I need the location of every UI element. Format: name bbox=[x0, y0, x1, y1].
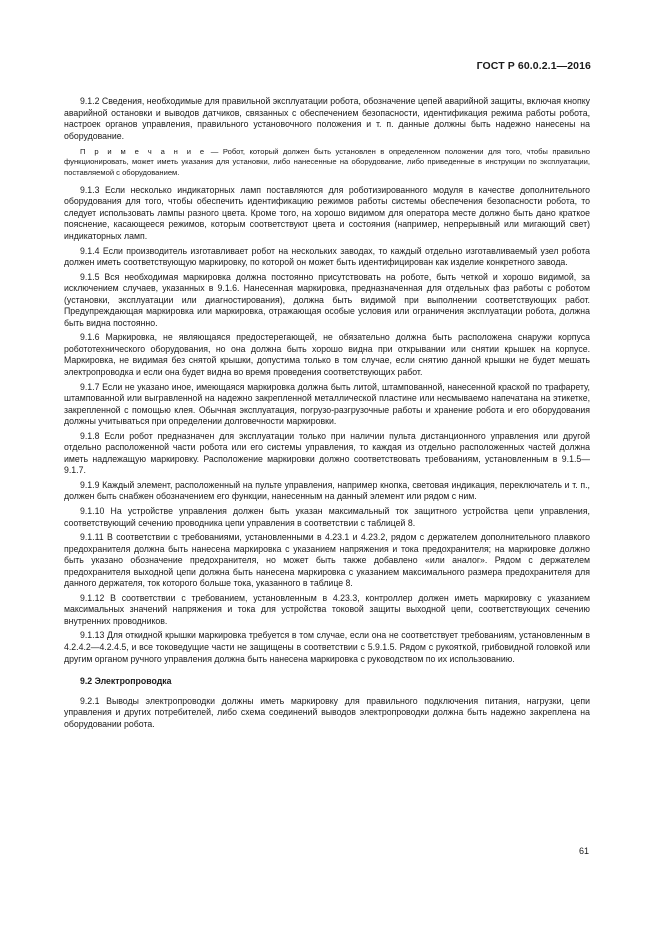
paragraph-9-1-6: 9.1.6 Маркировка, не являющаяся предостерегающей, не обязательно должна быть расположена снаружи корпуса робототехнического оборудования, но она должна быть хорошо видна при открывании или снятии крышек на корпусе. Маркировка, не видимая без снятой крышки, допустима только в том случае, если снятию данной крышки не будет мешать электропроводка и если она будет видна во время проведения соответствующих работ. bbox=[64, 332, 590, 377]
paragraph-9-1-8: 9.1.8 Если робот предназначен для эксплуатации только при наличии пульта дистанционного управления или другой отдельно расположенной части робота или его системы управления, то каждая из отдельно расположенных частей должна иметь надлежащую маркировку. Расположение маркировки должно соответствовать требованиям, установленным в 9.1.5—9.1.7. bbox=[64, 430, 590, 476]
document-code-header: ГОСТ Р 60.0.2.1—2016 bbox=[476, 60, 591, 72]
paragraph-9-1-2: 9.1.2 Сведения, необходимые для правильной эксплуатации робота, обозначение цепей аварийной защиты, включая кнопку аварийной остановки и выводов датчиков, связанных с обеспечением безопасности, идентификация режима работы робота, настроек органов управления, правильного установочного положения и т. п. данные должны быть надежно нанесены на оборудование. bbox=[64, 96, 590, 141]
paragraph-9-1-10: 9.1.10 На устройстве управления должен быть указан максимальный ток защитного устройства цепи управления, соответствующий сечению проводника цепи управления в соответствии с таблицей 8. bbox=[64, 506, 590, 528]
paragraph-9-1-9: 9.1.9 Каждый элемент, расположенный на пульте управления, например кнопка, световая индикация, переключатель и т. п., должен быть снабжен обозначением его функции, нанесенным на данный элемент или рядом с ним. bbox=[64, 479, 590, 502]
paragraph-9-1-11: 9.1.11 В соответствии с требованиями, установленными в 4.23.1 и 4.23.2, рядом с держателем дополнительного плавкого предохранителя должна быть нанесена маркировка с указанием напряжения и тока предохранителя; на маркировке должно быть указано обозначение предохранителя, но может быть также добавлено «или аналог». Рядом с держателем предохранителя выходной цепи должна быть нанесена маркировка с указанием максимального размера предохранителя для данного держателя, ток которого больше тока, указанного в таблице 8. bbox=[64, 532, 590, 589]
note-label: П р и м е ч а н и е bbox=[80, 147, 207, 157]
paragraph-9-1-5: 9.1.5 Вся необходимая маркировка должна постоянно присутствовать на роботе, быть четкой и хорошо видимой, за исключением случаев, указанных в 9.1.6. Нанесенная маркировка, предназначенная для отдельных фаз работы с роботом (установки, эксплуатации или диагностирования), должна быть видимой при выполнении соответствующих работ. Предупреждающая маркировка или маркировка, отражающая особые условия или ограничения эксплуатации робота, должна быть видна постоянно. bbox=[64, 271, 590, 328]
note-text: — Робот, который должен быть установлен в определенном положении для того, чтобы правильно функционировать, может иметь указания для установки, либо нанесенные на оборудование, либо приведенные в инструкции по эксплуатации, поставляемой с оборудованием. bbox=[64, 147, 591, 177]
section-heading-9-2: 9.2 Электропроводка bbox=[80, 676, 172, 687]
paragraph-9-1-13: 9.1.13 Для откидной крышки маркировка требуется в том случае, если она не соответствует требованиям, установленным в 4.2.4.2—4.2.4.5, и все токоведущие части не защищены в соответствии с 5.9.1.5. Рядом с рукояткой, грибовидной головкой или другим органом ручного управления должна быть нанесена маркировка с руководством по их использованию. bbox=[64, 630, 590, 664]
note-paragraph bbox=[64, 147, 590, 178]
paragraph-9-2-1: 9.2.1 Выводы электропроводки должны иметь маркировку для правильного подключения питания, нагрузки, цепи управления и других потребителей, либо схема соединений выводов электропроводки должна быть надежно закреплена на оборудовании робота. bbox=[64, 695, 590, 729]
document-body bbox=[64, 96, 590, 733]
paragraph-9-1-7: 9.1.7 Если не указано иное, имеющаяся маркировка должна быть литой, штампованной, нанесенной краской по трафарету, штампованной или выгравленной на надежно закрепленной металлической пластине или несмываемо напечатана на этикетке, закрепленной с помощью клея. Обычная эксплуатация, погрузо-разгрузочные работы и хранение робота и его оборудования должны учитываться при определении долговечности маркировки. bbox=[64, 381, 590, 427]
page-number: 61 bbox=[578, 846, 589, 856]
paragraph-9-1-4: 9.1.4 Если производитель изготавливает робот на нескольких заводах, то каждый отдельно изготавливаемый узел робота должен иметь соответствующую маркировку, по которой он может быть идентифицирован как изделие конкретного завода. bbox=[64, 245, 590, 268]
paragraph-9-1-3: 9.1.3 Если несколько индикаторных ламп поставляются для роботизированного модуля в качестве дополнительного оборудования для того, чтобы обеспечить идентификацию режимов работы системы обеспечения безопасности робота, то следует использовать лампы разного цвета. Кроме того, на хорошо видимом для оператора месте должно быть дано краткое пояснение, касающееся режимов, которым соответствуют цвета и состояния (например, непрерывный или мигающий свет) индикаторных ламп. bbox=[64, 184, 590, 241]
paragraph-9-1-12: 9.1.12 В соответствии с требованием, установленным в 4.23.3, контроллер должен иметь маркировку с указанием максимальных значений напряжения и тока для устройства токовой защиты выходной цепи, соответствующих сечению внутренних проводников. bbox=[64, 592, 590, 626]
